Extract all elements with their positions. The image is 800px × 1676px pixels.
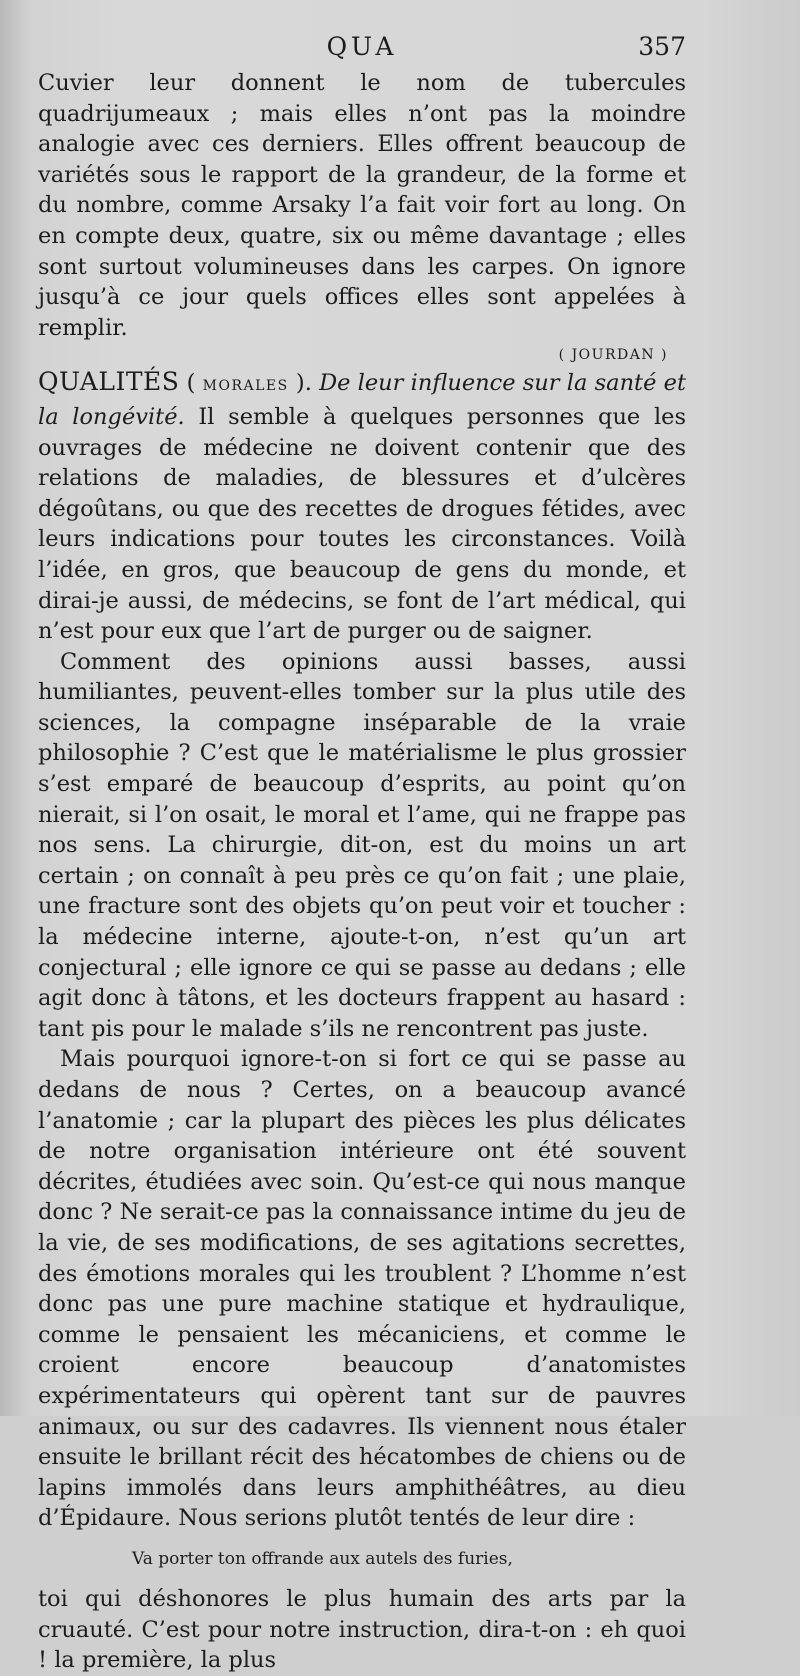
entry-close-paren: ). bbox=[288, 370, 320, 397]
paragraph-jourdan: Cuvier leur donnent le nom de tubercules quadrijumeaux ; mais elles n’ont pas la moindre analogie avec ces derniers. Elles offrent beaucoup de variétés sous le rapport de la grandeur, de la forme et du nombre, comme Arsaky l’a fait voir fort au long. On en compte deux, quatre, six ou même davantage ; elles sont surtout volumineuses dans les carpes. On ignore jusqu’à ce jour quels offices elles sont appelées à remplir. bbox=[38, 70, 686, 341]
page-header bbox=[38, 32, 686, 64]
page-number: 357 bbox=[638, 32, 686, 61]
entry-headword: QUALITÉS bbox=[38, 367, 180, 397]
entry-qualifier: MORALES bbox=[202, 378, 289, 395]
entry-qualites bbox=[38, 367, 686, 646]
entry-text: Il semble à quelques personnes que les ouvrages de médecine ne doivent contenir que des relations de maladies, de blessures et d’ulcères dégoûtans, ou que des recettes de drogues fétides, avec leurs indications pour toutes les circonstances. Voilà l’idée, en gros, que beaucoup de gens du monde, et dirai-je aussi, de médecins, se font de l’art médical, qui n’est pour eux que l’art de purger ou de saigner. bbox=[38, 403, 687, 645]
author-signature: ( JOURDAN ) bbox=[558, 347, 668, 364]
page-content bbox=[38, 32, 686, 1676]
entry-title: De leur influence sur la santé et la longévité. bbox=[38, 370, 686, 430]
running-head: QUA bbox=[326, 32, 398, 61]
paragraph-2: Comment des opinions aussi basses, aussi humiliantes, peuvent-elles tomber sur la plus utile des sciences, la compagne inséparable de la vraie philosophie ? C’est que le matérialisme le plus grossier s’est emparé de beaucoup d’esprits, au point qu’on nierait, si l’on osait, le moral et l’ame, qui ne frappe pas nos sens. La chirurgie, dit-on, est du moins un art certain ; on connaît à peu près ce qu’on fait ; une plaie, une fracture sont des objets qu’on peut voir et toucher : la médecine interne, ajoute-t-on, n’est qu’un art conjectural ; elle ignore ce qui se passe au dedans ; elle agit donc à tâtons, et les docteurs frappent au hasard : tant pis pour le malade s’ils ne rencontrent pas juste. bbox=[38, 648, 686, 1042]
paragraph-4: toi qui déshonores le plus humain des arts par la cruauté. C’est pour notre instruction, dira-t-on : eh quoi ! la première, la plus bbox=[38, 1585, 686, 1674]
entry-open-paren: ( bbox=[179, 370, 203, 397]
paragraph-3: Mais pourquoi ignore-t-on si fort ce qui se passe au dedans de nous ? Certes, on a beaucoup avancé l’anatomie ; car la plupart des pièces les plus délicates de notre organisation intérieure ont été souvent décrites, étudiées avec soin. Qu’est-ce qui nous manque donc ? Ne serait-ce pas la connaissance intime du jeu de la vie, de ses modifications, de ses agitations secrettes, des émotions morales qui les troublent ? L’homme n’est donc pas une pure machine statique et hydraulique, comme le pensaient les mécaniciens, et comme le croient encore beaucoup d’anatomistes expérimentateurs qui opèrent tant sur de pauvres animaux, ou sur des cadavres. Ils viennent nous étaler ensuite le brillant récit des hécatombes de chiens ou de lapins immolés dans leurs amphithéâtres, au dieu d’Épidaure. Nous serions plutôt tentés de leur dire : bbox=[38, 1046, 686, 1532]
verse-quote: Va porter ton offrande aux autels des furies, bbox=[132, 1548, 513, 1569]
